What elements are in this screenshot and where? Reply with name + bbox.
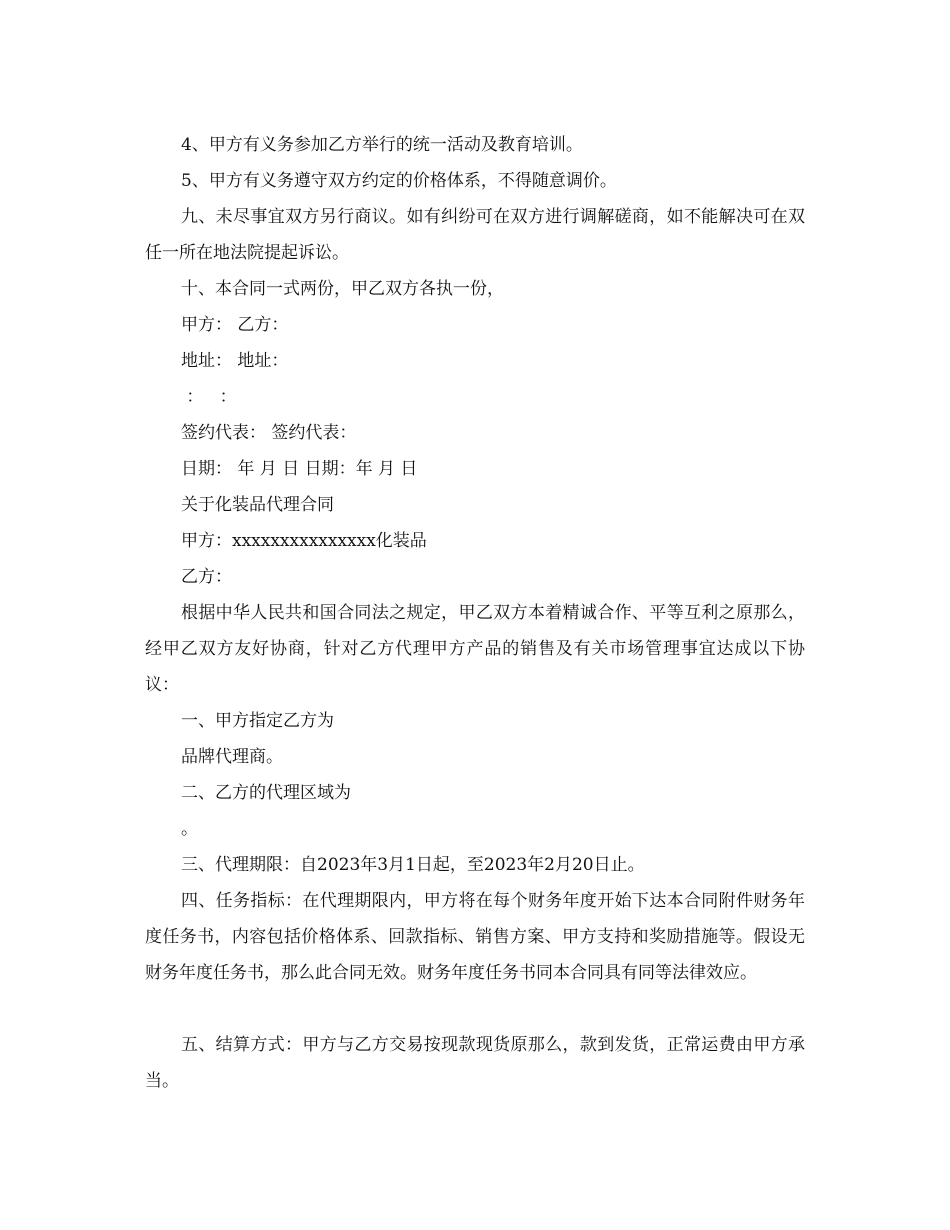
party-b-line: 乙方： (181, 567, 232, 587)
clause-5-settlement: 五、结算方式：甲方与乙方交易按现款现货原那么，款到发货，正常运费由甲方承当。 (145, 1035, 805, 1091)
signature-date-line: 日期： 年 月 日 日期：年 月 日 (181, 459, 418, 479)
clause-5-obligation-pricing: 5、甲方有义务遵守双方约定的价格体系，不得随意调价。 (181, 171, 617, 191)
contract-title: 关于化装品代理合同 (181, 495, 334, 515)
clause-2-continuation: 。 (181, 819, 198, 839)
clause-9-disputes: 九、未尽事宜双方另行商议。如有纠纷可在双方进行调解磋商，如不能解决可在双任一所在地法院提起诉讼。 (145, 207, 805, 263)
signature-blank-line: ： ： (181, 387, 237, 407)
clause-4-targets: 四、任务指标：在代理期限内，甲方将在每个财务年度开始下达本合同附件财务年度任务书，内容包括价格体系、回款指标、销售方案、甲方支持和奖励措施等。假设无财务年度任务书，那么此合同无效。财务年度任务书同本合同具有同等法律效应。 (145, 891, 805, 983)
contract-preamble: 根据中华人民共和国合同法之规定，甲乙双方本着精诚合作、平等互利之原那么，经甲乙双方友好协商，针对乙方代理甲方产品的销售及有关市场管理事宜达成以下协议： (145, 603, 805, 695)
clause-4-obligation-training: 4、甲方有义务参加乙方举行的统一活动及教育培训。 (181, 135, 583, 155)
signature-address-line: 地址： 地址： (181, 351, 289, 371)
clause-2-region: 二、乙方的代理区域为 (181, 783, 351, 803)
signature-party-line: 甲方： 乙方： (181, 315, 289, 335)
clause-3-term: 三、代理期限：自2023年3月1日起，至2023年2月20日止。 (181, 855, 645, 875)
clause-10-copies: 十、本合同一式两份，甲乙双方各执一份， (181, 279, 504, 299)
clause-1-continuation: 品牌代理商。 (181, 747, 283, 767)
clause-1-designation: 一、甲方指定乙方为 (181, 711, 334, 731)
party-a-line: 甲方：xxxxxxxxxxxxxxx化装品 (181, 531, 427, 551)
signature-representative-line: 签约代表： 签约代表： (181, 423, 357, 443)
